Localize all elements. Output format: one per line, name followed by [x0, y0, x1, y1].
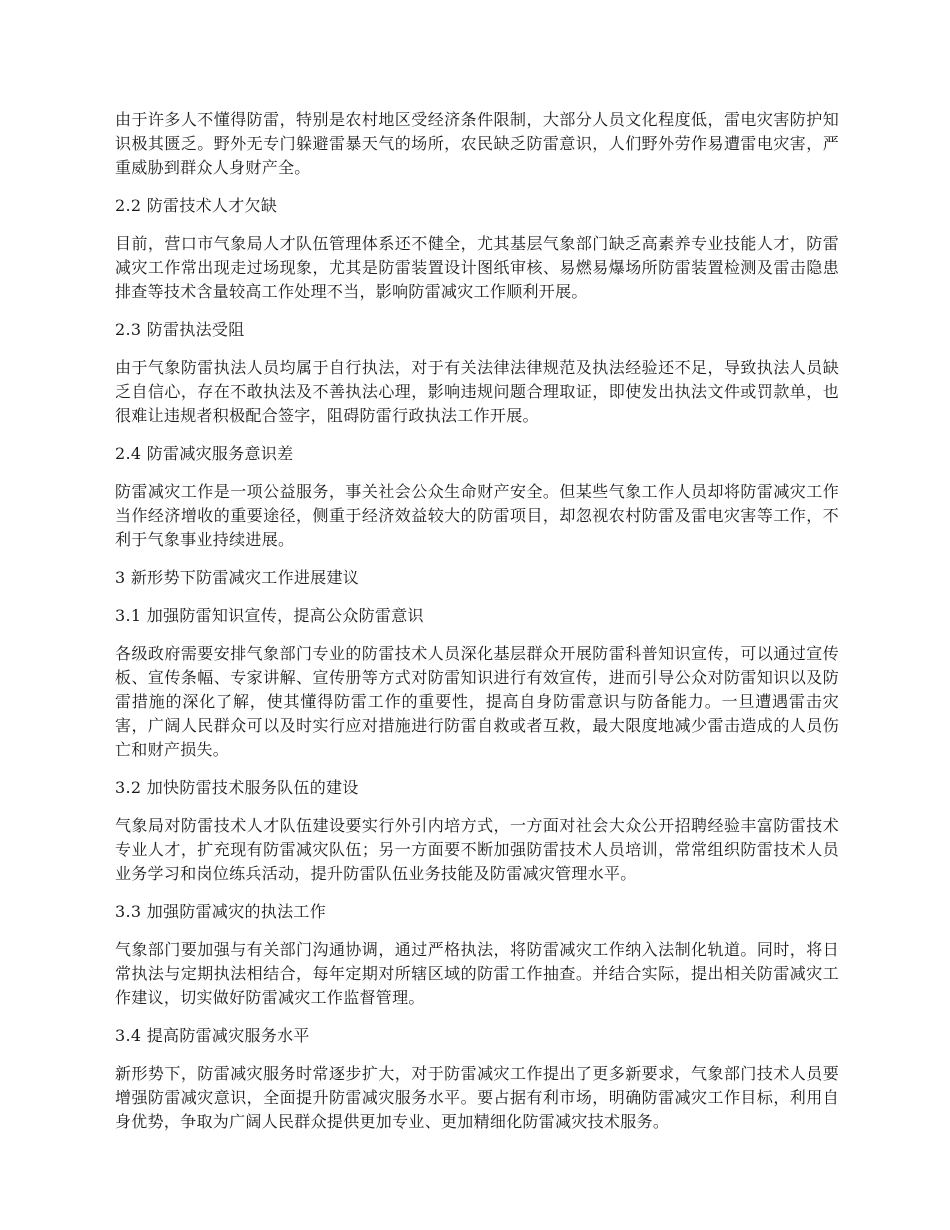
spacer	[115, 886, 839, 900]
spacer	[115, 552, 839, 566]
spacer	[115, 180, 839, 194]
heading-2-4: 2.4 防雷减灾服务意识差	[115, 444, 294, 463]
heading-3-1: 3.1 加强防雷知识宣传，提高公众防雷意识	[115, 606, 424, 625]
heading-3-4: 3.4 提高防雷减灾服务水平	[115, 1026, 310, 1045]
paragraph-3-1: 各级政府需要安排气象部门专业的防雷技术人员深化基层群众开展防雷科普知识宣传，可以通过宣传板、宣传条幅、专家讲解、宣传册等方式对防雷知识进行有效宣传，进而引导公众对防雷知识以及防雷措施的深化了解，使其懂得防雷工作的重要性，提高自身防雷意识与防备能力。一旦遭遇雷击灾害，广阔人民群众可以及时实行应对措施进行防雷自救或者互救，最大限度地减少雷击造成的人员伤亡和财产损失。	[115, 644, 839, 759]
spacer	[115, 218, 839, 232]
heading-3-2: 3.2 加快防雷技术服务队伍的建设	[115, 778, 359, 797]
spacer	[115, 924, 839, 938]
paragraph-3-4: 新形势下，防雷减灾服务时常逐步扩大，对于防雷减灾工作提出了更多新要求，气象部门技术人员要增强防雷减灾意识，全面提升防雷减灾服务水平。要占据有利市场，明确防雷减灾工作目标，利用自身优势，争取为广阔人民群众提供更加专业、更加精细化防雷减灾技术服务。	[115, 1064, 839, 1131]
spacer	[115, 762, 839, 776]
paragraph-2-3: 由于气象防雷执法人员均属于自行执法，对于有关法律法律规范及执法经验还不足，导致执法人员缺乏自信心，存在不敢执法及不善执法心理，影响违规问题合理取证，即使发出执法文件或罚款单，也很难让违规者积极配合签字，阻碍防雷行政执法工作开展。	[115, 358, 839, 425]
heading-2-2: 2.2 防雷技术人才欠缺	[115, 196, 278, 215]
spacer	[115, 1048, 839, 1062]
paragraph-2-4: 防雷减灾工作是一项公益服务，事关社会公众生命财产安全。但某些气象工作人员却将防雷减灾工作当作经济增收的重要途径，侧重于经济效益较大的防雷项目，却忽视农村防雷及雷电灾害等工作，不利于气象事业持续进展。	[115, 482, 839, 549]
paragraph-3-3: 气象部门要加强与有关部门沟通协调，通过严格执法，将防雷减灾工作纳入法制化轨道。同时，将日常执法与定期执法相结合，每年定期对所辖区域的防雷工作抽查。并结合实际，提出相关防雷减灾工作建议，切实做好防雷减灾工作监督管理。	[115, 940, 839, 1007]
spacer	[115, 428, 839, 442]
paragraph-intro: 由于许多人不懂得防雷，特别是农村地区受经济条件限制，大部分人员文化程度低，雷电灾害防护知识极其匮乏。野外无专门躲避雷暴天气的场所，农民缺乏防雷意识，人们野外劳作易遭雷电灾害，严重威胁到群众人身财产全。	[115, 110, 839, 177]
spacer	[115, 466, 839, 480]
paragraph-2-2: 目前，营口市气象局人才队伍管理体系还不健全，尤其基层气象部门缺乏高素养专业技能人才，防雷减灾工作常出现走过场现象，尤其是防雷装置设计图纸审核、易燃易爆场所防雷装置检测及雷击隐患排查等技术含量较高工作处理不当，影响防雷减灾工作顺利开展。	[115, 234, 839, 301]
heading-3-3: 3.3 加强防雷减灾的执法工作	[115, 902, 327, 921]
heading-3: 3 新形势下防雷减灾工作进展建议	[115, 568, 360, 587]
spacer	[115, 800, 839, 814]
heading-2-3: 2.3 防雷执法受阻	[115, 320, 245, 339]
spacer	[115, 342, 839, 356]
spacer	[115, 1010, 839, 1024]
spacer	[115, 304, 839, 318]
spacer	[115, 628, 839, 642]
spacer	[115, 590, 839, 604]
paragraph-3-2: 气象局对防雷技术人才队伍建设要实行外引内培方式，一方面对社会大众公开招聘经验丰富防雷技术专业人才，扩充现有防雷减灾队伍；另一方面要不断加强防雷技术人员培训，常常组织防雷技术人员业务学习和岗位练兵活动，提升防雷队伍业务技能及防雷减灾管理水平。	[115, 816, 839, 883]
document-body	[115, 108, 839, 1134]
